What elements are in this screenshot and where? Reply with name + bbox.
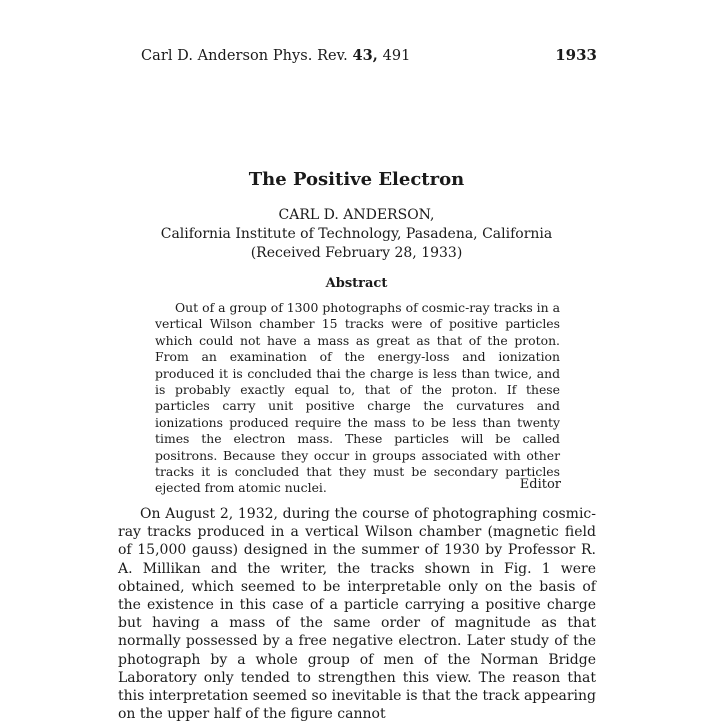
paper-title: The Positive Electron <box>248 169 465 190</box>
citation-page: 491 <box>382 48 411 64</box>
received-date: (Received February 28, 1933) <box>250 245 463 261</box>
editor-note: Editor <box>519 477 561 492</box>
body-paragraph: On August 2, 1932, during the course of photographing cosmic-ray tracks produced in a vertical Wilson chamber (magnetic field of 15,000 gauss) designed in the summer of 1930 by Professor R. A. Millikan and the writer, the tracks shown in Fig. 1 were obtained, which seemed to be interpretable only on the basis of the existence in this case of a particle carrying a positive charge but having a mass of the same order of magnitude as that normally possessed by a free negative electron. Later study of the photograph by a whole group of men of the Norman Bridge Laboratory only tended to strengthen this view. The reason that this interpretation seemed so inevitable is that the track appearing on the upper half of the figure cannot <box>118 506 596 723</box>
author-block <box>0 206 713 263</box>
running-header <box>141 46 597 66</box>
author-name: CARL D. ANDERSON, <box>278 207 435 223</box>
citation-volume: 43, <box>352 47 378 64</box>
journal-citation <box>141 47 410 64</box>
abstract-text: Out of a group of 1300 photographs of cosmic-ray tracks in a vertical Wilson chamber 15 tracks were of positive particles which could not have a mass as great as that of the proton. From an examination of the energy-loss and ionization produced it is concluded thai the charge is less than twice, and is probably exactly equal to, that of the proton. If these particles carry unit positive charge the curvatures and ionizations produced require the mass to be less than twenty times the electron mass. These particles will be called positrons. Because they occur in groups associated with other tracks it is concluded that they must be secondary particles ejected from atomic nuclei. <box>155 300 560 496</box>
citation-prefix: Carl D. Anderson Phys. Rev. <box>141 48 348 64</box>
publication-year: 1933 <box>555 46 597 64</box>
abstract-heading: Abstract <box>325 276 388 291</box>
author-affiliation: California Institute of Technology, Pasadena, California <box>160 226 553 242</box>
